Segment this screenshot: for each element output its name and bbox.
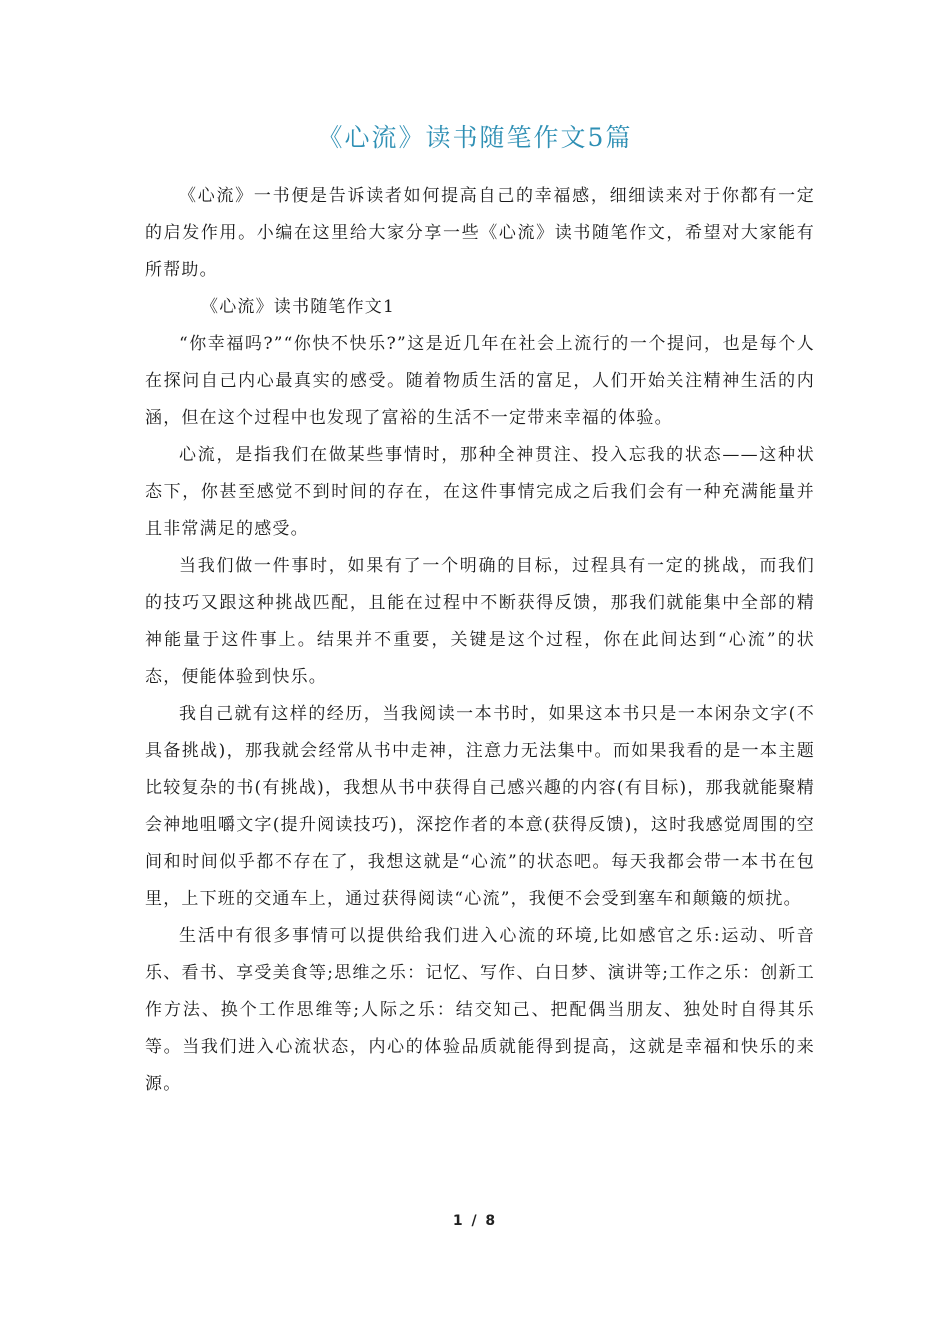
section-heading: 《心流》读书随笔作文1 [201,297,396,317]
document-body [145,178,815,1103]
document-title: 《心流》读书随笔作文5篇 [317,123,633,152]
body-paragraph: 我自己就有这样的经历，当我阅读一本书时，如果这本书只是一本闲杂文字(不具备挑战)，那我就会经常从书中走神，注意力无法集中。而如果我看的是一本主题比较复杂的书(有挑战)，我想从书中获得自己感兴趣的内容(有目标)，那我就能聚精会神地咀嚼文字(提升阅读技巧)，深挖作者的本意(获得反馈)，这时我感觉周围的空间和时间似乎都不存在了，我想这就是“心流”的状态吧。每天我都会带一本书在包里，上下班的交通车上，通过获得阅读“心流”，我便不会受到塞车和颠簸的烦扰。 [145,704,815,909]
page-number: 1 / 8 [452,1213,498,1229]
intro-paragraph: 《心流》一书便是告诉读者如何提高自己的幸福感，细细读来对于你都有一定的启发作用。小编在这里给大家分享一些《心流》读书随笔作文，希望对大家能有所帮助。 [145,186,815,280]
body-paragraph: 生活中有很多事情可以提供给我们进入心流的环境,比如感官之乐:运动、听音乐、看书、享受美食等;思维之乐：记忆、写作、白日梦、演讲等;工作之乐：创新工作方法、换个工作思维等;人际之乐：结交知己、把配偶当朋友、独处时自得其乐等。当我们进入心流状态，内心的体验品质就能得到提高，这就是幸福和快乐的来源。 [145,926,815,1094]
body-paragraph: 当我们做一件事时，如果有了一个明确的目标，过程具有一定的挑战，而我们的技巧又跟这种挑战匹配，且能在过程中不断获得反馈，那我们就能集中全部的精神能量于这件事上。结果并不重要，关键是这个过程，你在此间达到“心流”的状态，便能体验到快乐。 [145,556,815,687]
body-paragraph: 心流，是指我们在做某些事情时，那种全神贯注、投入忘我的状态——这种状态下，你甚至感觉不到时间的存在，在这件事情完成之后我们会有一种充满能量并且非常满足的感受。 [145,445,815,539]
body-paragraph: “你幸福吗?”“你快不快乐?”这是近几年在社会上流行的一个提问，也是每个人在探问自己内心最真实的感受。随着物质生活的富足，人们开始关注精神生活的内涵，但在这个过程中也发现了富裕的生活不一定带来幸福的体验。 [145,334,816,428]
